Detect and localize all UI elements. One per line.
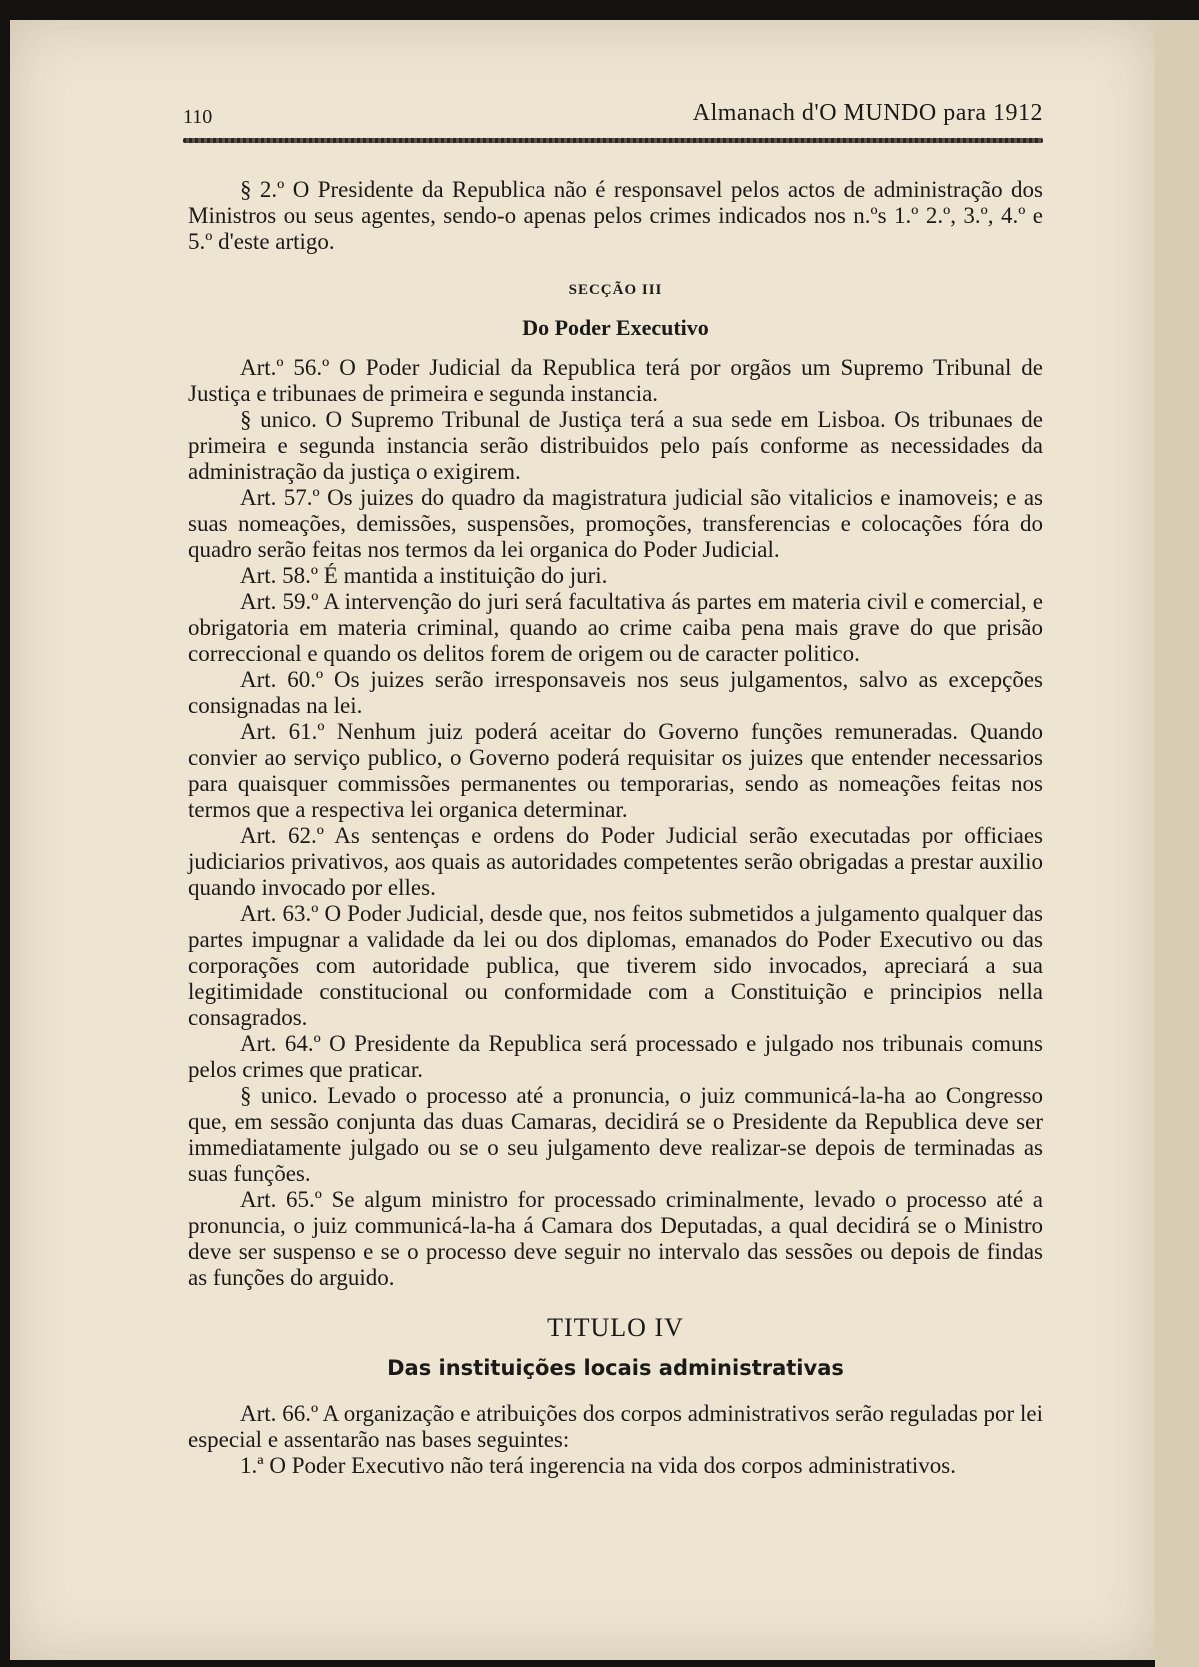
- paragraph: Art. 66.º A organização e atribuições dos corpos administrativos serão reguladas por lei especial e assentarão nas bases seguintes:: [188, 1401, 1043, 1452]
- paragraph: Art. 63.º O Poder Judicial, desde que, nos feitos submetidos a julgamento qualquer das partes impugnar a validade da lei ou dos diplomas, emanados do Poder Executivo ou das corporações com autoridade publica, que tiverem sido invocados, apreciará a sua legitimidade constitucional ou conformidade com a Constituição e principios nella consagrados.: [188, 901, 1043, 1030]
- paragraph: Art. 61.º Nenhum juiz poderá aceitar do Governo funções remuneradas. Quando convier ao serviço publico, o Governo poderá requisitar os juizes que entender necessarios para quaisquer commissões permanentes ou temporarias, sendo as nomeações feitas nos termos que a respectiva lei organica determinar.: [188, 719, 1043, 822]
- header-rule: [183, 138, 1043, 143]
- paragraph: Art. 65.º Se algum ministro for processado criminalmente, levado o processo até a pronuncia, o juiz communicá-la-ha á Camara dos Deputadas, a qual decidirá se o Ministro deve ser suspenso e se o processo deve seguir no intervalo das sessões ou depois de findas as funções do arguido.: [188, 1187, 1043, 1290]
- paragraph: Art. 62.º As sentenças e ordens do Poder Judicial serão executadas por officiaes judiciarios privativos, aos quais as autoridades competentes serão obrigadas a prestar auxilio quando invocado por elles.: [188, 823, 1043, 900]
- paragraph: Art. 60.º Os juizes serão irresponsaveis nos seus julgamentos, salvo as excepções consignadas na lei.: [188, 667, 1043, 718]
- section-title: Do Poder Executivo: [522, 315, 709, 340]
- titulo-label: TITULO IV: [547, 1313, 684, 1342]
- running-title: Almanach d'O MUNDO para 1912: [692, 100, 1043, 126]
- paragraph: Art. 58.º É mantida a instituição do juri.: [240, 563, 608, 588]
- next-page-edge: [1155, 20, 1199, 1667]
- paragraph: § unico. Levado o processo até a pronuncia, o juiz communicá-la-ha ao Congresso que, em sessão conjunta das duas Camaras, decidirá se o Presidente da Republica deve ser immediatamente julgado ou se o seu julgamento deve realizar-se depois de terminadas as suas funções.: [188, 1083, 1043, 1186]
- paragraph: § 2.º O Presidente da Republica não é responsavel pelos actos de administração dos Ministros ou seus agentes, sendo-o apenas pelos crimes indicados nos n.ºs 1.º 2.º, 3.º, 4.º e 5.º d'este artigo.: [188, 177, 1043, 254]
- paragraph: Art. 59.º A intervenção do juri será facultativa ás partes em materia civil e comercial, e obrigatoria em materia criminal, quando ao crime caiba pena mais grave do que prisão correccional e quando os delitos forem de origem ou de caracter politico.: [188, 589, 1043, 666]
- section-label: SECÇÃO III: [568, 282, 663, 298]
- paragraph: Art. 57.º Os juizes do quadro da magistratura judicial são vitalicios e inamoveis; e as suas nomeações, demissões, suspensões, promoções, transferencias e colocações fóra do quadro serão feitas nos termos da lei organica do Poder Judicial.: [188, 485, 1043, 562]
- paragraph: Art. 64.º O Presidente da Republica será processado e julgado nos tribunais comuns pelos crimes que praticar.: [188, 1031, 1043, 1082]
- paragraph: § unico. O Supremo Tribunal de Justiça terá a sua sede em Lisboa. Os tribunaes de primeira e segunda instancia serão distribuidos pelo país conforme as necessidades da administração da justiça o exigirem.: [188, 407, 1043, 484]
- titulo-subtitle: Das instituições locais administrativas: [387, 1356, 844, 1380]
- page-header: [183, 100, 1043, 140]
- paragraph: Art.º 56.º O Poder Judicial da Republica terá por orgãos um Supremo Tribunal de Justiça e tribunaes de primeira e segunda instancia.: [188, 355, 1043, 406]
- document-body: [188, 177, 1043, 1479]
- paragraph: 1.ª O Poder Executivo não terá ingerencia na vida dos corpos administrativos.: [240, 1453, 956, 1478]
- page-number: 110: [183, 106, 213, 128]
